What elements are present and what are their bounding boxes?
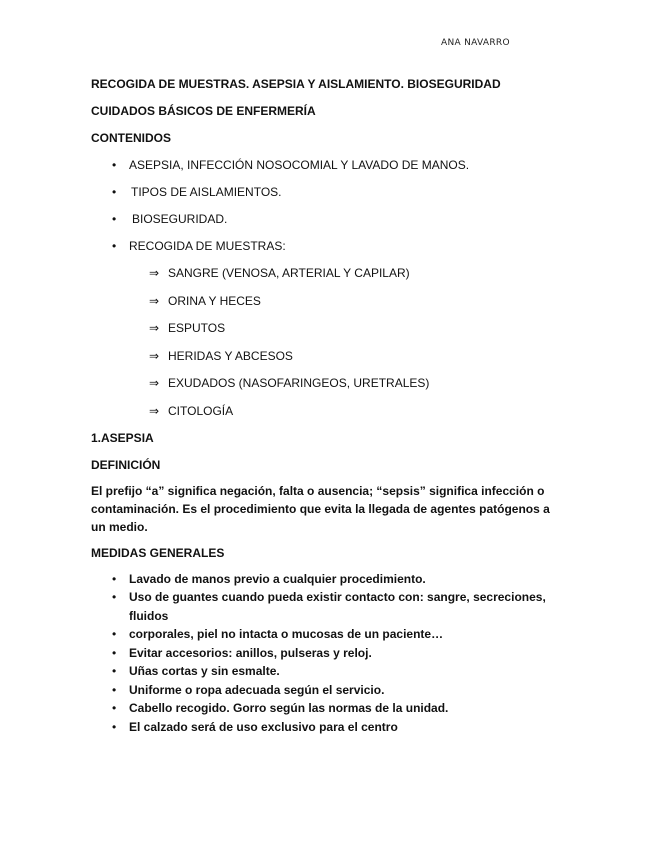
samples-list xyxy=(91,265,561,419)
arrow-right-icon: ⇒ xyxy=(149,266,160,280)
document-body xyxy=(91,76,561,736)
list-item: • El calzado será de uso exclusivo para el centro xyxy=(91,718,561,737)
document-subtitle: CUIDADOS BÁSICOS DE ENFERMERÍA xyxy=(91,104,316,118)
list-item: • BIOSEGURIDAD. xyxy=(112,212,228,226)
bullet-icon: • xyxy=(112,682,117,697)
arrow-right-icon: ⇒ xyxy=(149,293,160,308)
bullet-icon: • xyxy=(112,571,117,586)
arrow-right-icon: ⇒ xyxy=(149,403,160,418)
bullet-icon: • xyxy=(112,627,117,641)
definition-heading: DEFINICIÓN xyxy=(91,457,161,472)
measures-list xyxy=(91,570,561,737)
list-item: • Uñas cortas y sin esmalte. xyxy=(91,662,561,681)
author-name: ANA NAVARRO xyxy=(441,38,510,48)
document-title: RECOGIDA DE MUESTRAS. ASEPSIA Y AISLAMIENTO. BIOSEGURIDAD xyxy=(91,77,501,91)
list-item: • TIPOS DE AISLAMIENTOS. xyxy=(112,185,282,199)
list-item: • RECOGIDA DE MUESTRAS: xyxy=(112,239,286,253)
list-item: • ASEPSIA, INFECCIÓN NOSOCOMIAL Y LAVADO DE MANOS. xyxy=(112,158,470,172)
arrow-right-icon: ⇒ xyxy=(149,348,160,363)
bullet-icon: • xyxy=(112,590,117,604)
list-item: ⇒ CITOLOGÍA xyxy=(149,403,234,418)
bullet-icon: • xyxy=(112,664,117,678)
list-item: • Uso de guantes cuando pueda existir contacto con: sangre, secreciones, fluidos xyxy=(112,590,546,623)
list-item: • Lavado de manos previo a cualquier procedimiento. xyxy=(91,570,561,589)
definition-paragraph: El prefijo “a” significa negación, falta o ausencia; “sepsis” significa infección o contaminación. Es el procedimiento que evita la llegada de agentes patógenos a un medio. xyxy=(91,483,550,534)
bullet-icon: • xyxy=(112,701,117,715)
list-item: ⇒ EXUDADOS (NASOFARINGEOS, URETRALES) xyxy=(149,376,430,390)
list-item: • Cabello recogido. Gorro según las normas de la unidad. xyxy=(91,699,561,718)
list-item: • corporales, piel no intacta o mucosas de un paciente… xyxy=(91,625,561,644)
bullet-icon: • xyxy=(112,645,117,660)
arrow-right-icon: ⇒ xyxy=(149,376,160,390)
contents-heading: CONTENIDOS xyxy=(91,131,172,145)
bullet-icon: • xyxy=(112,185,117,199)
bullet-icon: • xyxy=(112,719,117,734)
list-item: ⇒ ORINA Y HECES xyxy=(149,293,261,308)
section-heading: 1.ASEPSIA xyxy=(91,430,154,445)
bullet-icon: • xyxy=(112,158,117,172)
contents-list xyxy=(91,157,561,254)
list-item: • Uniforme o ropa adecuada según el servicio. xyxy=(91,681,561,700)
list-item: • Evitar accesorios: anillos, pulseras y reloj. xyxy=(91,644,561,663)
list-item: ⇒ SANGRE (VENOSA, ARTERIAL Y CAPILAR) xyxy=(149,266,410,280)
bullet-icon: • xyxy=(112,239,117,253)
measures-heading: MEDIDAS GENERALES xyxy=(91,545,225,560)
arrow-right-icon: ⇒ xyxy=(149,321,160,335)
list-item: ⇒ HERIDAS Y ABCESOS xyxy=(149,348,293,363)
list-item: ⇒ ESPUTOS xyxy=(149,321,226,335)
bullet-icon: • xyxy=(112,212,117,226)
